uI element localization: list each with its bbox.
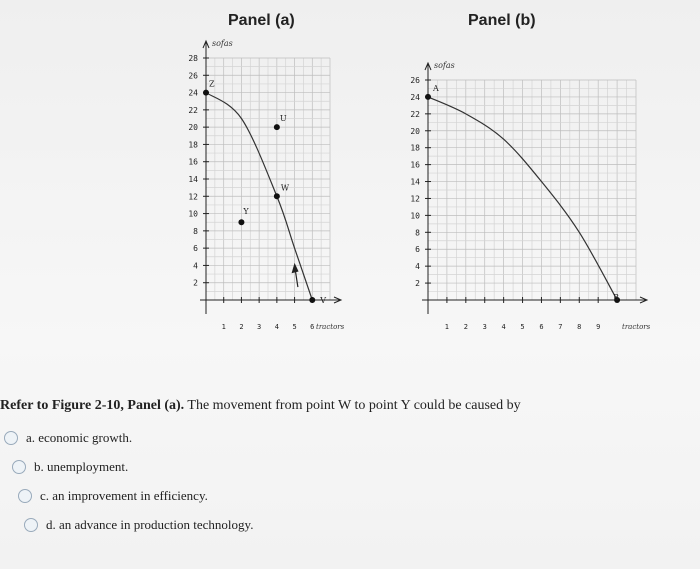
point-label-u: U (279, 114, 287, 124)
option-b-label: b. unemployment. (34, 459, 129, 474)
x-axis-label: tractors (622, 323, 651, 331)
radio-d[interactable] (24, 518, 38, 532)
y-tick-label: 28 (188, 54, 198, 63)
x-tick-label: 2 (463, 323, 468, 331)
option-b[interactable] (8, 459, 128, 475)
y-tick-label: 4 (415, 262, 420, 272)
y-tick-label: 6 (193, 244, 198, 254)
y-tick-label: 14 (188, 175, 198, 184)
y-tick-label: 12 (410, 194, 420, 204)
y-tick-label: 26 (410, 76, 420, 85)
y-tick-label: 20 (410, 126, 420, 136)
point-z (203, 90, 209, 96)
x-tick-label: 7 (558, 323, 563, 331)
x-tick-label: 4 (274, 323, 279, 331)
point-v (309, 297, 315, 303)
y-tick-label: 12 (188, 192, 198, 202)
x-tick-label: 3 (257, 323, 262, 331)
y-tick-label: 22 (410, 109, 420, 119)
x-tick-label: 3 (482, 323, 487, 331)
point-a (425, 94, 431, 100)
option-d-label: d. an advance in production technology. (46, 517, 254, 532)
x-tick-label: 9 (596, 323, 601, 331)
y-tick-label: 2 (193, 278, 198, 288)
question-reference: Refer to Figure 2-10, Panel (a). (0, 398, 185, 413)
movement-arrow-head (292, 263, 299, 273)
point-label-v: V (320, 296, 327, 305)
y-tick-label: 8 (193, 226, 198, 236)
y-tick-label: 26 (188, 71, 198, 81)
question-body: The movement from point W to point Y could be caused by (187, 398, 521, 413)
x-tick-label: 5 (520, 323, 525, 331)
radio-a[interactable] (4, 431, 18, 445)
y-tick-label: 14 (410, 177, 420, 187)
panel-a-title: Panel (a) (228, 12, 295, 29)
radio-c[interactable] (18, 489, 32, 503)
x-tick-label: 2 (239, 323, 244, 331)
x-tick-label: 8 (577, 323, 582, 331)
y-axis-label: sofas (434, 61, 455, 70)
panel-b-title: Panel (b) (468, 12, 536, 29)
y-tick-label: 20 (188, 123, 198, 133)
question-text (0, 398, 690, 414)
radio-b[interactable] (12, 460, 26, 474)
y-tick-label: 8 (415, 228, 420, 238)
y-tick-label: 24 (410, 92, 420, 102)
point-label-y: Y (243, 207, 249, 217)
y-tick-label: 10 (410, 211, 420, 221)
x-tick-label: 1 (444, 323, 450, 331)
option-d[interactable] (20, 517, 253, 533)
point-y (238, 219, 244, 225)
point-label-a: A (433, 83, 439, 93)
point-w (274, 193, 280, 199)
option-a-label: a. economic growth. (26, 430, 133, 445)
y-tick-label: 18 (410, 143, 420, 153)
y-tick-label: 22 (188, 105, 198, 115)
x-tick-label: 4 (501, 323, 506, 331)
y-tick-label: 10 (188, 209, 198, 219)
x-tick-label: 6 (539, 323, 544, 331)
y-axis-label: sofas (212, 39, 233, 48)
point-label-w: W (280, 183, 290, 193)
y-tick-label: 18 (188, 140, 198, 150)
option-c[interactable] (14, 488, 208, 504)
point-label-z: Z (209, 79, 215, 89)
panel-a-chart (188, 39, 344, 331)
y-tick-label: 6 (415, 245, 420, 255)
x-axis-label: tractors (316, 323, 345, 331)
y-tick-label: 16 (188, 157, 198, 167)
y-tick-label: 24 (188, 88, 198, 98)
option-c-label: c. an improvement in efficiency. (40, 488, 208, 503)
point-label-b: B (613, 293, 619, 302)
point-u (274, 124, 280, 130)
option-a[interactable] (0, 430, 132, 446)
y-tick-label: 16 (410, 160, 420, 170)
y-tick-label: 2 (415, 279, 420, 289)
x-tick-label: 6 (310, 323, 315, 331)
x-tick-label: 5 (292, 323, 297, 331)
x-tick-label: 1 (221, 323, 226, 331)
panel-b-chart (410, 61, 650, 331)
y-tick-label: 4 (193, 261, 198, 271)
